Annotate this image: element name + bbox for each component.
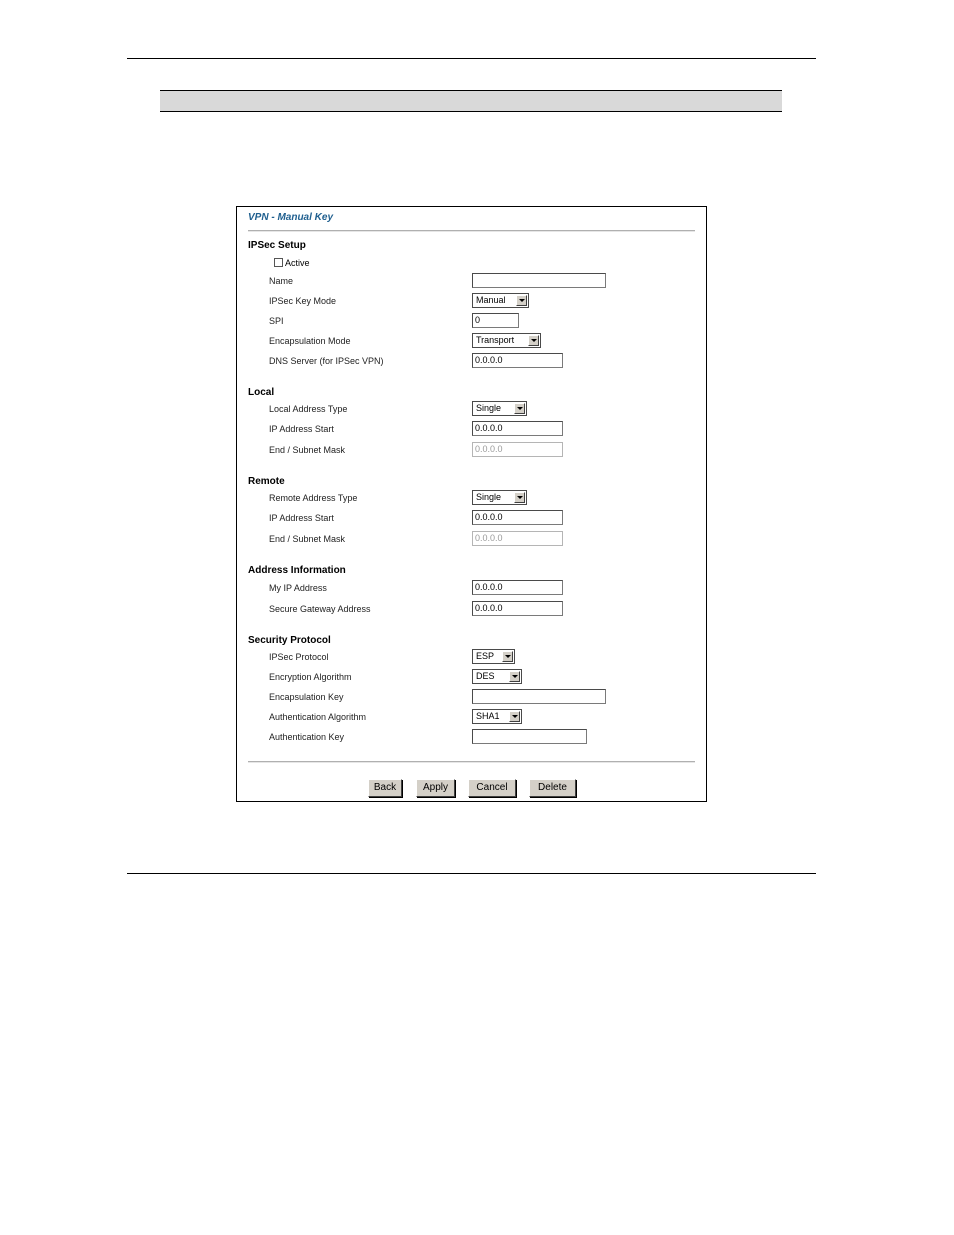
encap-key-input[interactable] bbox=[472, 689, 606, 704]
key-mode-value: Manual bbox=[476, 295, 506, 305]
buttons-divider bbox=[248, 761, 695, 763]
local-end-mask-label: End / Subnet Mask bbox=[269, 445, 346, 455]
chevron-down-icon[interactable] bbox=[514, 403, 525, 414]
chevron-down-icon[interactable] bbox=[514, 492, 525, 503]
cancel-button[interactable]: Cancel bbox=[468, 779, 516, 797]
chevron-down-icon[interactable] bbox=[509, 711, 520, 722]
chevron-down-icon[interactable] bbox=[509, 671, 520, 682]
enc-alg-value: DES bbox=[476, 671, 495, 681]
enc-alg-select[interactable] bbox=[472, 669, 522, 684]
remote-addr-type-label: Remote Address Type bbox=[269, 493, 358, 503]
ipsec-protocol-select[interactable] bbox=[472, 649, 515, 664]
local-addr-type-value: Single bbox=[476, 403, 502, 413]
local-addr-type-select[interactable] bbox=[472, 401, 527, 416]
encap-mode-select[interactable] bbox=[472, 333, 541, 348]
remote-addr-type-value: Single bbox=[476, 492, 502, 502]
remote-ip-start-input[interactable]: 0.0.0.0 bbox=[472, 510, 563, 525]
enc-alg-label: Encryption Algorithm bbox=[269, 672, 352, 682]
key-mode-select[interactable] bbox=[472, 293, 529, 308]
dns-label: DNS Server (for IPSec VPN) bbox=[269, 356, 384, 366]
dns-input[interactable]: 0.0.0.0 bbox=[472, 353, 563, 368]
remote-addr-type-select[interactable] bbox=[472, 490, 527, 505]
chevron-down-icon[interactable] bbox=[516, 295, 527, 306]
chevron-down-icon[interactable] bbox=[528, 335, 539, 346]
auth-alg-label: Authentication Algorithm bbox=[269, 712, 367, 722]
page-title: VPN - Manual Key bbox=[248, 212, 334, 223]
local-addr-type-label: Local Address Type bbox=[269, 404, 348, 414]
local-heading: Local bbox=[248, 387, 275, 398]
encap-key-label: Encapsulation Key bbox=[269, 692, 344, 702]
name-input[interactable] bbox=[472, 273, 606, 288]
local-end-mask-input: 0.0.0.0 bbox=[472, 442, 563, 457]
encap-mode-value: Transport bbox=[476, 335, 515, 345]
page-bottom-rule bbox=[127, 873, 816, 874]
auth-alg-select[interactable] bbox=[472, 709, 522, 724]
gateway-input[interactable]: 0.0.0.0 bbox=[472, 601, 563, 616]
apply-button[interactable]: Apply bbox=[416, 779, 455, 797]
remote-end-mask-label: End / Subnet Mask bbox=[269, 534, 346, 544]
name-label: Name bbox=[269, 276, 294, 286]
local-ip-start-label: IP Address Start bbox=[269, 424, 334, 434]
back-button[interactable]: Back bbox=[368, 779, 402, 797]
gateway-label: Secure Gateway Address bbox=[269, 604, 371, 614]
address-info-heading: Address Information bbox=[248, 565, 346, 576]
auth-key-input[interactable] bbox=[472, 729, 587, 744]
auth-key-label: Authentication Key bbox=[269, 732, 345, 742]
page-top-rule bbox=[127, 58, 816, 59]
local-ip-start-input[interactable]: 0.0.0.0 bbox=[472, 421, 563, 436]
ipsec-protocol-value: ESP bbox=[476, 651, 495, 661]
spi-input[interactable]: 0 bbox=[472, 313, 519, 328]
remote-end-mask-input: 0.0.0.0 bbox=[472, 531, 563, 546]
ipsec-protocol-label: IPSec Protocol bbox=[269, 652, 329, 662]
auth-alg-value: SHA1 bbox=[476, 711, 500, 721]
key-mode-label: IPSec Key Mode bbox=[269, 296, 337, 306]
my-ip-input[interactable]: 0.0.0.0 bbox=[472, 580, 563, 595]
title-divider bbox=[248, 230, 695, 232]
remote-heading: Remote bbox=[248, 476, 285, 487]
my-ip-label: My IP Address bbox=[269, 583, 327, 593]
remote-ip-start-label: IP Address Start bbox=[269, 513, 334, 523]
security-heading: Security Protocol bbox=[248, 635, 331, 646]
active-checkbox[interactable] bbox=[274, 258, 283, 267]
ipsec-setup-heading: IPSec Setup bbox=[248, 240, 306, 251]
chevron-down-icon[interactable] bbox=[502, 651, 513, 662]
spi-label: SPI bbox=[269, 316, 284, 326]
delete-button[interactable]: Delete bbox=[529, 779, 576, 797]
figure-caption-bar bbox=[160, 90, 782, 112]
vpn-manual-key-panel bbox=[236, 206, 707, 802]
active-label: Active bbox=[285, 258, 310, 268]
encap-mode-label: Encapsulation Mode bbox=[269, 336, 351, 346]
